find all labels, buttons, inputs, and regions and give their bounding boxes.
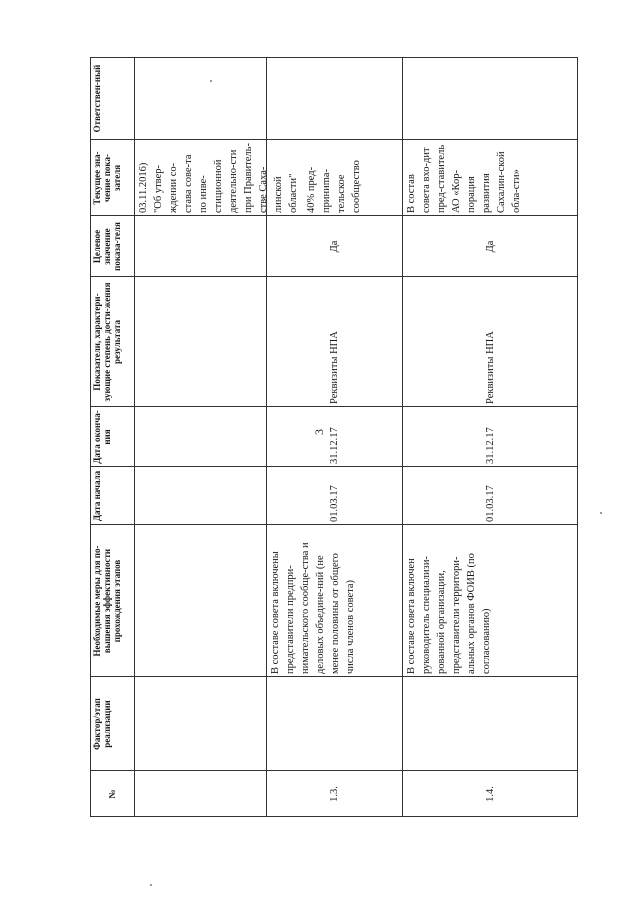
- header-end: Дата оконча-ния: [92, 410, 112, 464]
- page-number: 3: [312, 429, 326, 435]
- table-wrapper: [90, 57, 578, 817]
- row-2-end: 31.12.17: [484, 427, 496, 464]
- row-2-start: 01.03.17: [484, 485, 496, 522]
- header-num: №: [107, 789, 117, 799]
- row-1-indicator: Реквизиты НПА: [328, 331, 340, 404]
- row-2-num: 1.4.: [484, 786, 496, 802]
- row-2-target: Да: [484, 240, 496, 253]
- row-1-num: 1.3.: [328, 786, 340, 802]
- row-1-target: Да: [328, 240, 340, 253]
- table-border-right: [90, 57, 578, 58]
- rotated-table: [90, 57, 578, 817]
- row-1-end: 31.12.17: [328, 427, 340, 464]
- header-factor: Фактор/этап реализации: [92, 698, 112, 750]
- row-2-current: В состав совета вхо-дит пред-ставитель АО «Кор-порация развития Сахалин-ской обла-сти»: [406, 144, 522, 213]
- header-start: Дата начала: [92, 470, 102, 522]
- header-indicator: Показатели, характери-зующие степень дости-жения результата: [92, 282, 122, 402]
- row-1-start: 01.03.17: [328, 485, 340, 522]
- row-1-current: 40% пред-приниma-тельское сообщество: [306, 160, 362, 213]
- row-2-measures: В составе совета включен руководитель специализи-рованной организации, представители территори-альных органов ФОИВ (по согласованию): [406, 553, 492, 674]
- row-2-indicator: Реквизиты НПА: [484, 331, 496, 404]
- scan-speck: [210, 80, 212, 82]
- row-1-measures: В составе совета включены представители предпри-нимательского сообще-ства и деловых объедине-ний (не менее половины от общего числа членов совета): [270, 542, 356, 674]
- data-table: [90, 57, 578, 817]
- scan-speck: [150, 884, 152, 886]
- header-measures: Необходимые меры для по-вышения эффективности прохождения этапов: [92, 545, 122, 657]
- row-0-current: 03.11.2016) "Об утвер-ждении со-става сове-та по инве-стиционной деятельно-сти при Правитель-стве Саха-линской области": [138, 143, 299, 213]
- header-responsible: Ответствен-ный: [92, 64, 102, 133]
- header-current: Текущее зна-чение пока-зателя: [92, 151, 122, 205]
- header-target: Целевое значение показа-теля: [92, 222, 122, 271]
- scan-speck: [600, 512, 602, 514]
